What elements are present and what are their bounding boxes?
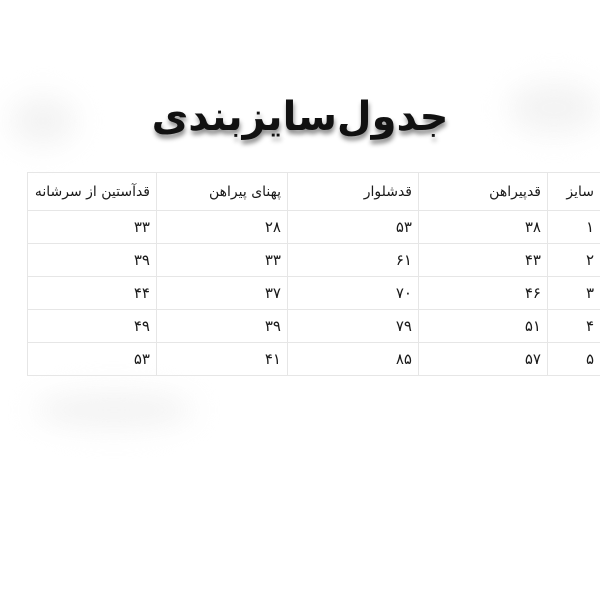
- header-pants-length: قدشلوار: [288, 173, 419, 211]
- cell-sleeve-length: ۳۳: [28, 211, 157, 244]
- cell-pants-length: ۷۹: [288, 310, 419, 343]
- cell-shirt-length: ۴۶: [419, 277, 548, 310]
- cell-size: ۵: [548, 343, 600, 376]
- cell-size: ۴: [548, 310, 600, 343]
- cell-shirt-width: ۳۷: [157, 277, 288, 310]
- table-row: [28, 211, 600, 244]
- cell-pants-length: ۵۳: [288, 211, 419, 244]
- cell-sleeve-length: ۴۹: [28, 310, 157, 343]
- page-title: جدول‌سایزبندی: [151, 93, 449, 140]
- background-blur-bottom: [34, 392, 194, 428]
- header-shirt-length: قدپیراهن: [419, 173, 548, 211]
- cell-shirt-length: ۵۱: [419, 310, 548, 343]
- cell-pants-length: ۷۰: [288, 277, 419, 310]
- header-size: سایز: [548, 173, 600, 211]
- cell-shirt-width: ۳۹: [157, 310, 288, 343]
- cell-shirt-width: ۲۸: [157, 211, 288, 244]
- header-shirt-width: پهنای پیراهن: [157, 173, 288, 211]
- cell-size: ۳: [548, 277, 600, 310]
- cell-pants-length: ۶۱: [288, 244, 419, 277]
- cell-shirt-length: ۴۳: [419, 244, 548, 277]
- table-row: [28, 244, 600, 277]
- cell-shirt-length: ۳۸: [419, 211, 548, 244]
- cell-shirt-length: ۵۷: [419, 343, 548, 376]
- cell-shirt-width: ۴۱: [157, 343, 288, 376]
- size-chart-table: [27, 172, 600, 376]
- table-row: [28, 310, 600, 343]
- cell-size: ۱: [548, 211, 600, 244]
- cell-sleeve-length: ۳۹: [28, 244, 157, 277]
- cell-shirt-width: ۳۳: [157, 244, 288, 277]
- cell-sleeve-length: ۴۴: [28, 277, 157, 310]
- cell-sleeve-length: ۵۳: [28, 343, 157, 376]
- table-row: [28, 343, 600, 376]
- table-header-row: [28, 173, 600, 211]
- cell-size: ۲: [548, 244, 600, 277]
- table-row: [28, 277, 600, 310]
- cell-pants-length: ۸۵: [288, 343, 419, 376]
- header-sleeve-length: قدآستین از سرشانه: [28, 173, 157, 211]
